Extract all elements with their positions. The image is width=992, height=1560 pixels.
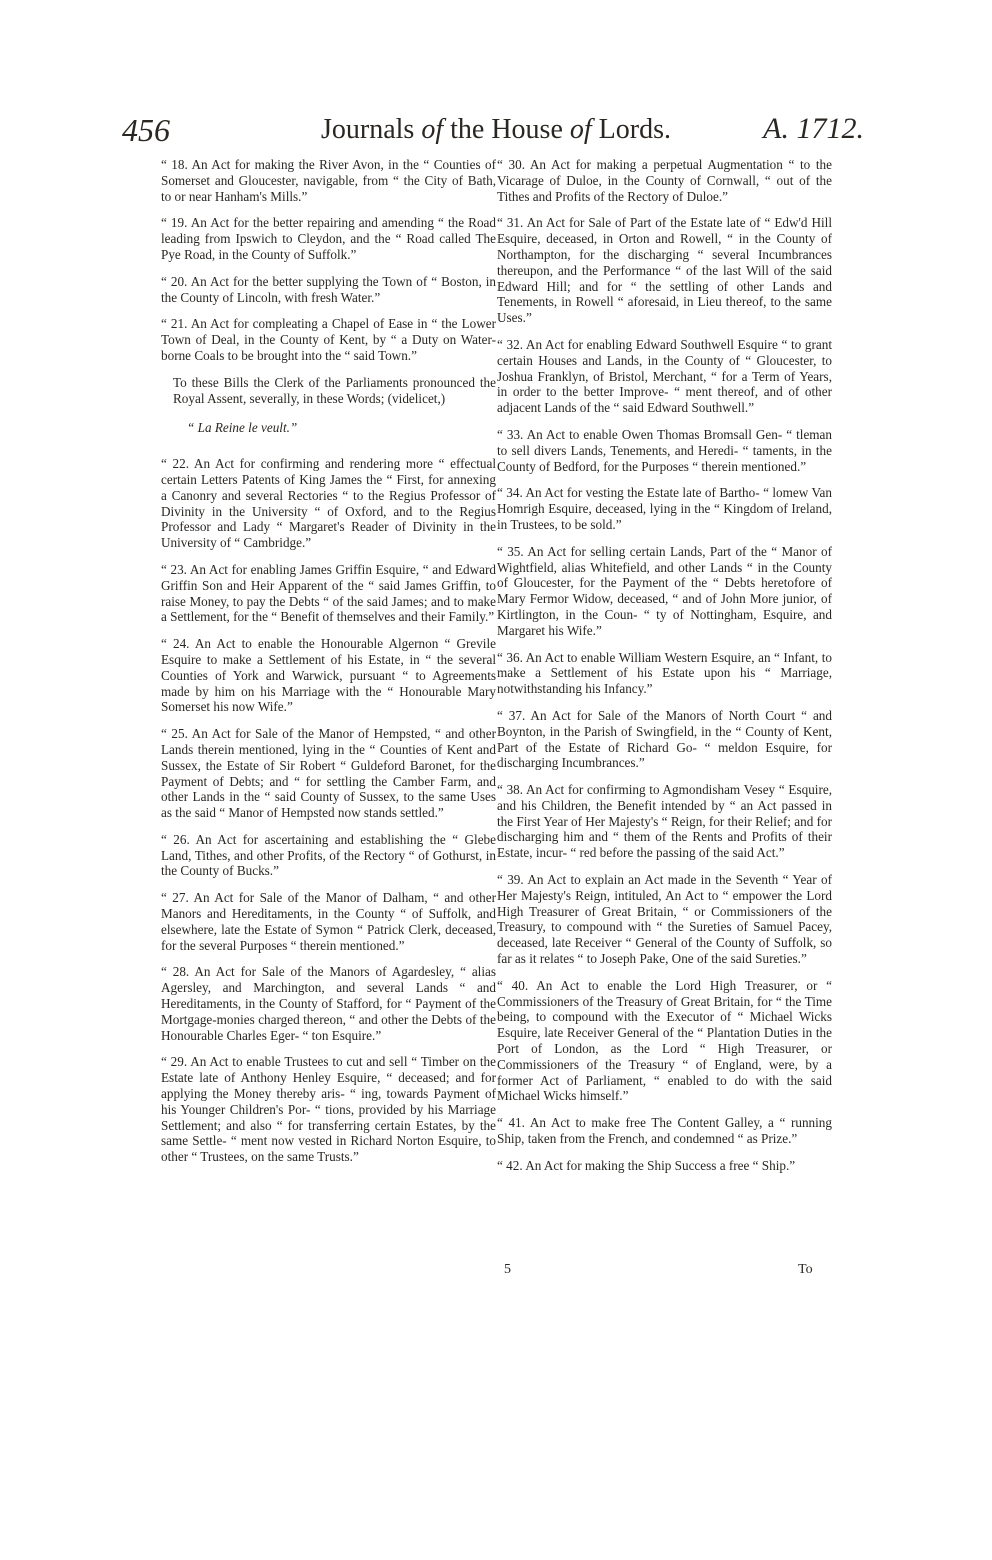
title-word: House xyxy=(491,114,563,145)
act-paragraph: “ 42. An Act for making the Ship Success a free “ Ship.” xyxy=(497,1157,796,1173)
act-paragraph: “ 30. An Act for making a perpetual Augmentation “ to the Vicarage of Duloe, in the County of Cornwall, “ out of the Tithes and Profits of the Rectory of Duloe.” xyxy=(497,157,832,204)
royal-assent-quote: “ La Reine le veult.” xyxy=(187,420,298,436)
act-paragraph: “ 37. An Act for Sale of the Manors of North Court “ and Boynton, in the Parish of Swingfield, in the “ County of Kent, Part of the Estate of Richard Go- “ meldon Esquire, for discharging Incumbrances.” xyxy=(497,707,832,771)
act-paragraph: “ 35. An Act for selling certain Lands, Part of the “ Manor of Wightfield, alias Whitefield, and other Lands “ in the County of Gloucester, for the Payment of the “ Debts heretofore of Mary Fermor Widow, deceased, “ and of John More junior, of Kirtlington, in the Coun- “ ty of Nottingham, Esquire, and Margaret his Wife.” xyxy=(497,543,832,638)
act-paragraph: “ 18. An Act for making the River Avon, in the “ Counties of Somerset and Gloucester, navigable, from “ the City of Bath, to or near Hanham's Mills.” xyxy=(161,157,496,204)
act-paragraph: “ 29. An Act to enable Trustees to cut and sell “ Timber on the Estate late of Anthony Henley Esquire, “ deceased; and for applying the Money thereby aris- “ ing, towards Payment of his Younger Children's Por- “ tions, provided by his Marriage Settlement; and also “ for transferring certain Estates, by the same Settle- “ ment now vested in Richard Norton Esquire, to other “ Trustees, on the same Trusts.” xyxy=(161,1054,496,1165)
act-paragraph: “ 36. An Act to enable William Western Esquire, an “ Infant, to make a Settlement of his Estate upon his “ Marriage, notwithstanding his Infancy.” xyxy=(497,649,832,697)
act-paragraph: “ 24. An Act to enable the Honourable Algernon “ Grevile Esquire to make a Settlement of his Estate, in “ the several Counties of York and Warwick, pursuant “ to Agreements made by him on his Marriage with the “ Honourable Mary Somerset his now Wife.” xyxy=(161,636,496,715)
act-paragraph: “ 21. An Act for compleating a Chapel of Ease in “ the Lower Town of Deal, in the County of Kent, by “ a Duty on Water-borne Coals to be brought into the “ said Town.” xyxy=(161,316,496,363)
act-paragraph: “ 22. An Act for confirming and rendering more “ effectual certain Letters Patents of King James the “ First, for annexing a Canonry and several Rectories “ to the Regius Professor of Divinity in the University “ of Oxford, and to the Regius Professor and Lady “ Margaret's Reader of Divinity in the University of “ Cambridge.” xyxy=(161,456,496,551)
act-paragraph: “ 28. An Act for Sale of the Manors of Agardesley, “ alias Agersley, and Marchington, and several Lands “ and Hereditaments, in the County of Stafford, for “ Payment of the Mortgage-monies charged thereon, “ and other the Debts of the Honourable Charles Eger- “ ton Esquire.” xyxy=(161,964,496,1043)
left-column xyxy=(161,157,496,1176)
act-paragraph: “ 25. An Act for Sale of the Manor of Hempsted, “ and other Lands therein mentioned, lying in the “ Counties of Kent and Sussex, the Estate of Sir Robert “ Guldeford Baronet, for the Payment of Debts; and “ for settling the Camber Farm, and other Lands in the “ said County of Sussex, to the same Uses as the said “ Manor of Hempsted now stands settled.” xyxy=(161,726,496,821)
right-column xyxy=(497,157,832,1185)
title-word: of xyxy=(421,114,444,145)
signature-mark: 5 xyxy=(504,1262,511,1277)
title-word: of xyxy=(562,114,599,145)
act-paragraph: “ 26. An Act for ascertaining and establishing the “ Glebe Land, Tithes, and other Profits, of the Rectory “ of Gothurst, in the County of Bucks.” xyxy=(161,831,496,879)
year-heading: A. 1712. xyxy=(763,112,864,145)
act-paragraph: “ 34. An Act for vesting the Estate late of Bartho- “ lomew Van Homrigh Esquire, deceased, lying in the “ Kingdom of Ireland, in Trustees, to be sold.” xyxy=(497,485,832,532)
act-paragraph: “ 40. An Act to enable the Lord High Treasurer, or “ Commissioners of the Treasury of Great Britain, for “ the Time being, to compound with the Executor of “ Michael Wicks Esquire, late Receiver General of the “ Plantation Duties in the Port of London, as the Lord “ High Treasurer, or Commissioners of the Treasury “ of England, were, by a former Act of Parliament, “ enabled to do with the said Michael Wicks himself.” xyxy=(497,977,832,1104)
act-paragraph: “ 31. An Act for Sale of Part of the Estate late of “ Edw'd Hill Esquire, deceased, in Orton and Rowell, “ in the County of Northampton, for the discharging “ several Incumbrances thereupon, and the Performance “ of the last Will of the said Edward Hill; and for “ the settling of other Lands and Tenements, in Rowell “ aforesaid, in Lieu thereof, to the same Uses.” xyxy=(497,215,832,326)
act-paragraph: “ 23. An Act for enabling James Griffin Esquire, “ and Edward Griffin Son and Heir Apparent of the “ said James Griffin, to raise Money, to pay the Debts “ of the said James; and to make a Settlement, for the “ Benefit of themselves and their Family.” xyxy=(161,561,496,625)
act-paragraph: “ 19. An Act for the better repairing and amending “ the Road leading from Ipswich to Cleydon, and the “ Road called The Pye Road, in the County of Suffolk.” xyxy=(161,215,496,262)
title-word: the xyxy=(443,114,492,145)
act-paragraph: “ 20. An Act for the better supplying the Town of “ Boston, in the County of Lincoln, with fresh Water.” xyxy=(161,273,496,305)
catchword: To xyxy=(798,1262,813,1277)
act-paragraph: “ 32. An Act for enabling Edward Southwell Esquire “ to grant certain Houses and Lands, in the County of “ Gloucester, to Joshua Franklyn, of Bristol, Merchant, “ for a Term of Years, in order to the better Improve- “ ment thereof, and of other adjacent Lands of the “ said Edward Southwell.” xyxy=(497,336,832,416)
royal-assent-text: To these Bills the Clerk of the Parliaments pronounced the Royal Assent, severally, in these Words; (videlicet,) xyxy=(173,374,496,406)
act-paragraph: “ 38. An Act for confirming to Agmondisham Vesey “ Esquire, and his Children, the Benefit intended by “ an Act passed in the First Year of Her Majesty's “ Reign, for their Relief; and for discharging him and “ them of the Rents and Profits of their Estate, incur- “ red before the passing of the said Act.” xyxy=(497,782,832,861)
act-paragraph: “ 41. An Act to make free The Content Galley, a “ running Ship, taken from the French, and condemned “ as Prize.” xyxy=(497,1115,832,1147)
title-word: Lords. xyxy=(598,114,671,145)
act-paragraph: “ 27. An Act for Sale of the Manor of Dalham, “ and other Manors and Hereditaments, in the County “ of Suffolk, and elsewhere, late the Estate of Symon “ Patrick Clerk, deceased, for the several Purposes “ therein mentioned.” xyxy=(161,890,496,953)
act-paragraph: “ 33. An Act to enable Owen Thomas Bromsall Gen- “ tleman to sell divers Lands, Tenements, and Heredi- “ taments, in the County of Bedford, for the Purposes “ therein mentioned.” xyxy=(497,426,832,474)
page-header xyxy=(0,112,992,152)
title-word: Journals xyxy=(321,114,422,145)
page-number: 456 xyxy=(122,112,170,148)
act-paragraph: “ 39. An Act to explain an Act made in the Seventh “ Year of Her Majesty's Reign, intituled, An Act to “ empower the Lord High Treasurer of Great Britain, “ or Commissioners of the Treasury, to compound with “ the Sureties of Samuel Pacey, deceased, late Receiver “ General of the County of Suffolk, so far as it relates “ to Joseph Pake, One of the said Sureties.” xyxy=(497,872,832,967)
